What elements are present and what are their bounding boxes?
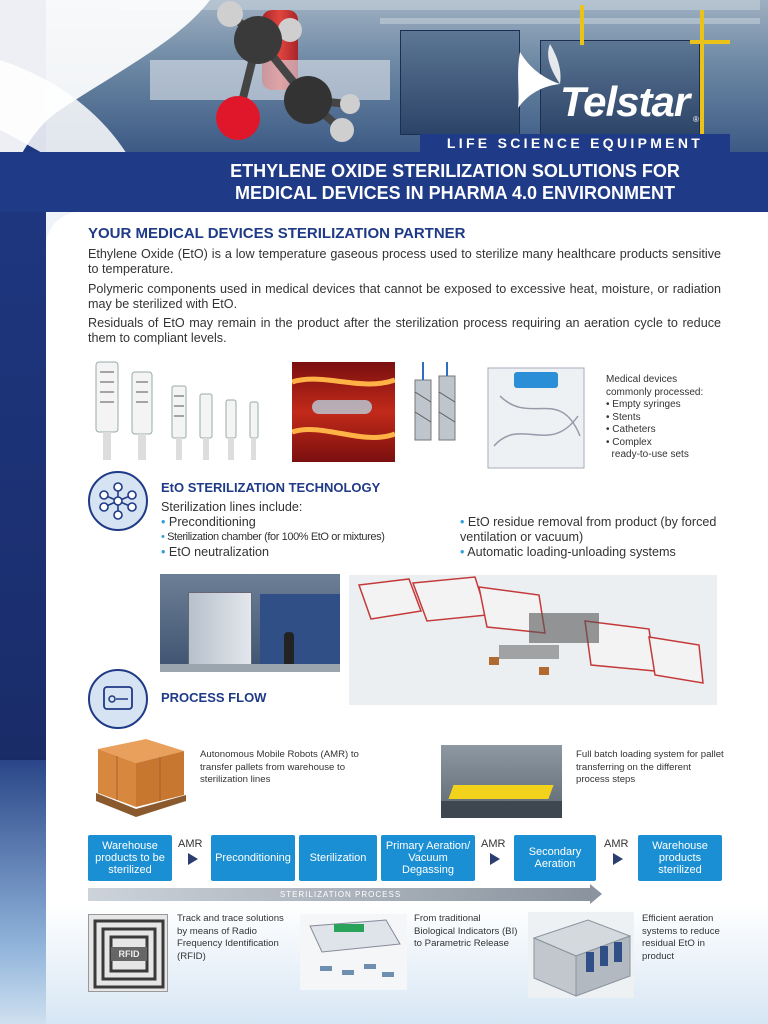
technology-list-left	[161, 515, 461, 560]
snow-decoration-left	[0, 760, 46, 1024]
syringes-photo	[88, 352, 273, 467]
tagline: LIFE SCIENCE EQUIPMENT	[446, 135, 704, 151]
devices-caption-line: commonly processed:	[606, 386, 704, 398]
rfid-tag-image	[88, 914, 168, 992]
sterilization-chamber-photo	[160, 574, 340, 672]
list-item: • Preconditioning	[161, 515, 461, 530]
ready-to-use-set-photo	[470, 356, 598, 474]
arrow-right-icon	[613, 853, 623, 865]
amr-caption: Autonomous Mobile Robots (AMR) to transfer pallets from warehouse to sterilization lines	[200, 749, 359, 785]
pallet-boxes-photo	[88, 735, 188, 821]
process-heading: PROCESS FLOW	[161, 690, 267, 705]
list-item: • Sterilization chamber (for 100% EtO or mixtures)	[161, 530, 461, 545]
sterilization-line-3d-photo	[349, 575, 717, 705]
devices-caption-line: • Stents	[606, 411, 641, 423]
amr-label: AMR	[178, 838, 203, 850]
flow-step-warehouse-in: Warehouse products to be sterilized	[88, 835, 172, 881]
batch-loading-photo	[441, 745, 562, 818]
list-item: • Automatic loading-unloading systems	[460, 545, 730, 560]
technology-list-right	[460, 515, 730, 560]
stents-photo	[405, 362, 465, 462]
tagline-bar	[420, 134, 730, 152]
biological-indicator-photo	[300, 914, 407, 990]
process-flow-icon	[88, 669, 148, 729]
rfid-tag-label: RFID	[118, 949, 140, 959]
intro-paragraph-1: Ethylene Oxide (EtO) is a low temperature gaseous process used to sterilize many healthcare products sensitive to temperature.	[88, 247, 721, 276]
molecule-icon	[88, 471, 148, 531]
arrow-right-icon	[490, 853, 500, 865]
bi-caption: From traditional Biological Indicators (BI) to Parametric Release	[414, 913, 518, 949]
intro-paragraph-2: Polymeric components used in medical devices that cannot be exposed to excessive heat, moisture, or radiation may be sterilized with EtO.	[88, 282, 721, 311]
amr-label: AMR	[604, 838, 629, 850]
page-title	[150, 160, 760, 204]
arrow-right-icon	[188, 853, 198, 865]
flow-step-warehouse-out: Warehouse products sterilized	[638, 835, 722, 881]
page-title-line-2: MEDICAL DEVICES IN PHARMA 4.0 ENVIRONMENT	[234, 183, 676, 203]
technology-intro: Sterilization lines include:	[161, 500, 303, 514]
devices-caption-line: Medical devices	[606, 374, 678, 385]
technology-heading: EtO STERILIZATION TECHNOLOGY	[161, 480, 381, 495]
intro-paragraph-3: Residuals of EtO may remain in the product after the sterilization process requiring an aeration cycle to reduce them to compliant levels.	[88, 316, 721, 345]
amr-label: AMR	[481, 838, 506, 850]
rfid-caption: Track and trace solutions by means of Radio Frequency Identification (RFID)	[177, 913, 284, 962]
batch-caption: Full batch loading system for pallet transferring on the different process steps	[576, 749, 724, 785]
aeration-room-photo	[528, 912, 634, 998]
list-item: • EtO neutralization	[161, 545, 461, 560]
molecule-illustration	[190, 0, 370, 150]
page-title-line-1: ETHYLENE OXIDE STERILIZATION SOLUTIONS FOR	[230, 161, 680, 181]
logo-wordmark: Telstar	[560, 78, 690, 125]
catheter-balloon-photo	[292, 362, 395, 462]
devices-caption-line: • Empty syringes	[606, 399, 681, 410]
list-item: • EtO residue removal from product (by forced ventilation or vacuum)	[460, 515, 730, 545]
aeration-caption: Efficient aeration systems to reduce residual EtO in product	[642, 913, 720, 962]
process-bar-label: STERILIZATION PROCESS	[279, 890, 402, 899]
devices-caption	[606, 374, 736, 462]
devices-caption-line: • Catheters	[606, 424, 656, 435]
flow-step-preconditioning: Preconditioning	[211, 835, 295, 881]
devices-caption-line: • Complex	[606, 436, 652, 448]
flow-step-primary-aeration: Primary Aeration/ Vacuum Degassing	[381, 835, 475, 881]
logo-trademark: ®	[693, 115, 699, 124]
flow-step-sterilization: Sterilization	[299, 835, 377, 881]
devices-caption-line: ready-to-use sets	[606, 449, 689, 460]
intro-heading: YOUR MEDICAL DEVICES STERILIZATION PARTNER	[88, 225, 466, 242]
flow-step-secondary-aeration: Secondary Aeration	[514, 835, 596, 881]
